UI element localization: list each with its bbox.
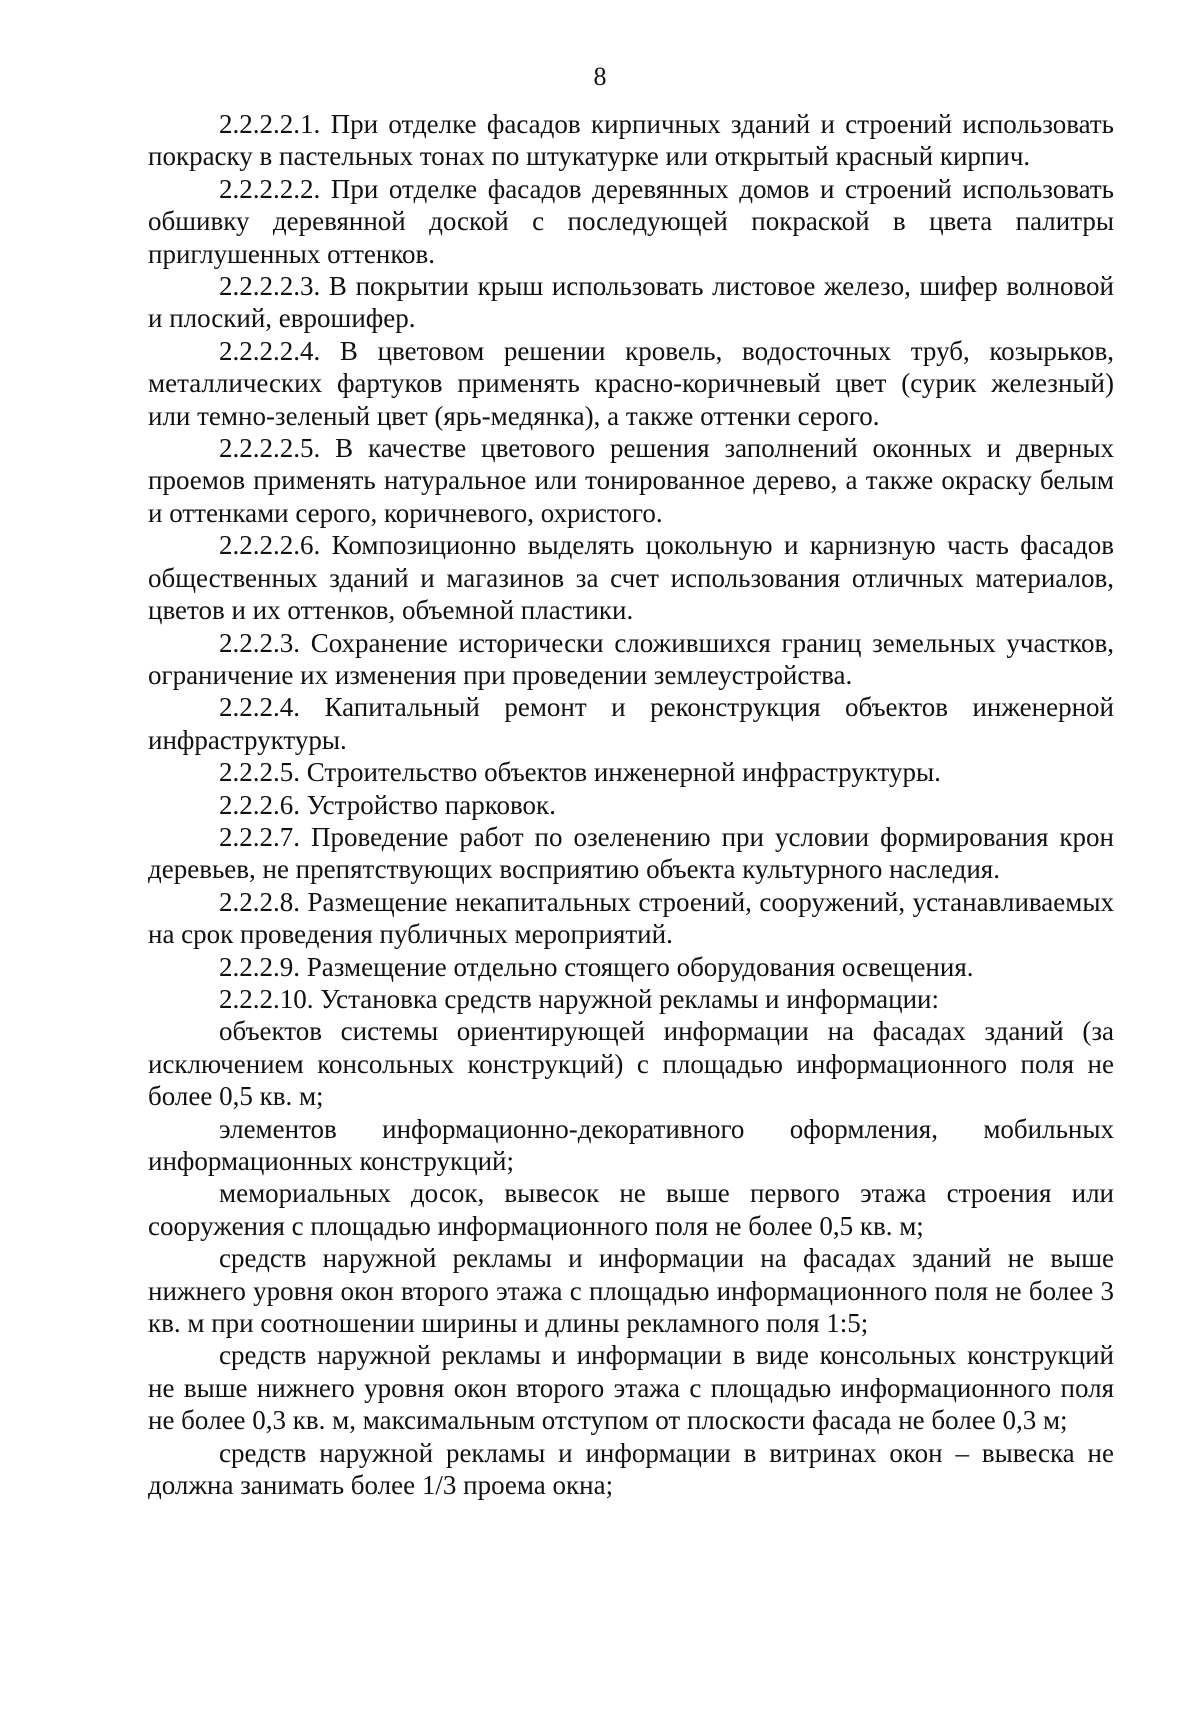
document-body: [148, 108, 1114, 1501]
clause-2-2-2-2-3: 2.2.2.2.3. В покрытии крыш использовать листовое железо, шифер волновой и плоский, еврошифер.: [148, 271, 1114, 334]
clause-2-2-2-9: 2.2.2.9. Размещение отдельно стоящего оборудования освещения.: [219, 951, 974, 982]
clause-2-2-2-10: 2.2.2.10. Установка средств наружной рекламы и информации:: [219, 983, 939, 1014]
list-item-memorial-plaques: мемориальных досок, вывесок не выше первого этажа строения или сооружения с площадью информационного поля не более 0,5 кв. м;: [148, 1178, 1114, 1241]
list-item-decorative-elements: элементов информационно-декоративного оформления, мобильных информационных конструкций;: [148, 1113, 1114, 1176]
clause-2-2-2-5: 2.2.2.5. Строительство объектов инженерной инфраструктуры.: [219, 757, 941, 788]
clause-2-2-2-2-1: 2.2.2.2.1. При отделке фасадов кирпичных зданий и строений использовать покраску в пастельных тонах по штукатурке или открытый красный кирпич.: [148, 109, 1114, 172]
clause-2-2-2-3: 2.2.2.3. Сохранение исторически сложившихся границ земельных участков, ограничение их изменения при проведении землеустройства.: [148, 627, 1114, 690]
clause-2-2-2-2-2: 2.2.2.2.2. При отделке фасадов деревянных домов и строений использовать обшивку деревянной доской с последующей покраской в цвета палитры приглушенных оттенков.: [148, 173, 1114, 269]
clause-2-2-2-4: 2.2.2.4. Капитальный ремонт и реконструкция объектов инженерной инфраструктуры.: [148, 692, 1114, 755]
list-item-orientation-info: объектов системы ориентирующей информации на фасадах зданий (за исключением консольных конструкций) с площадью информационного поля не более 0,5 кв. м;: [148, 1016, 1114, 1112]
clause-2-2-2-2-6: 2.2.2.2.6. Композиционно выделять цокольную и карнизную часть фасадов общественных зданий и магазинов за счет использования отличных материалов, цветов и их оттенков, объемной пластики.: [148, 530, 1114, 626]
clause-2-2-2-2-5: 2.2.2.2.5. В качестве цветового решения заполнений оконных и дверных проемов применять натуральное или тонированное дерево, а также окраску белым и оттенками серого, коричневого, охристого.: [148, 433, 1114, 528]
clause-2-2-2-2-4: 2.2.2.2.4. В цветовом решении кровель, водосточных труб, козырьков, металлических фартуков применять красно-коричневый цвет (сурик железный) или темно-зеленый цвет (ярь-медянка), а также оттенки серого.: [148, 335, 1114, 431]
list-item-console-advertising: средств наружной рекламы и информации в виде консольных конструкций не выше нижнего уровня окон второго этажа с площадью информационного поля не более 0,3 кв. м, максимальным отступом от плоскости фасада не более 0,3 м;: [148, 1340, 1114, 1436]
clause-2-2-2-8: 2.2.2.8. Размещение некапитальных строений, сооружений, устанавливаемых на срок проведения публичных мероприятий.: [148, 886, 1114, 950]
list-item-window-advertising: средств наружной рекламы и информации в витринах окон – вывеска не должна занимать более 1/3 проема окна;: [148, 1437, 1114, 1501]
clause-2-2-2-6: 2.2.2.6. Устройство парковок.: [219, 789, 556, 820]
list-item-facade-advertising: средств наружной рекламы и информации на фасадах зданий не выше нижнего уровня окон второго этажа с площадью информационного поля не более 3 кв. м при соотношении ширины и длины рекламного поля 1:5;: [148, 1243, 1114, 1339]
clause-2-2-2-7: 2.2.2.7. Проведение работ по озеленению при условии формирования крон деревьев, не препятствующих восприятию объекта культурного наследия.: [148, 821, 1114, 885]
page-number: 8: [593, 62, 607, 91]
